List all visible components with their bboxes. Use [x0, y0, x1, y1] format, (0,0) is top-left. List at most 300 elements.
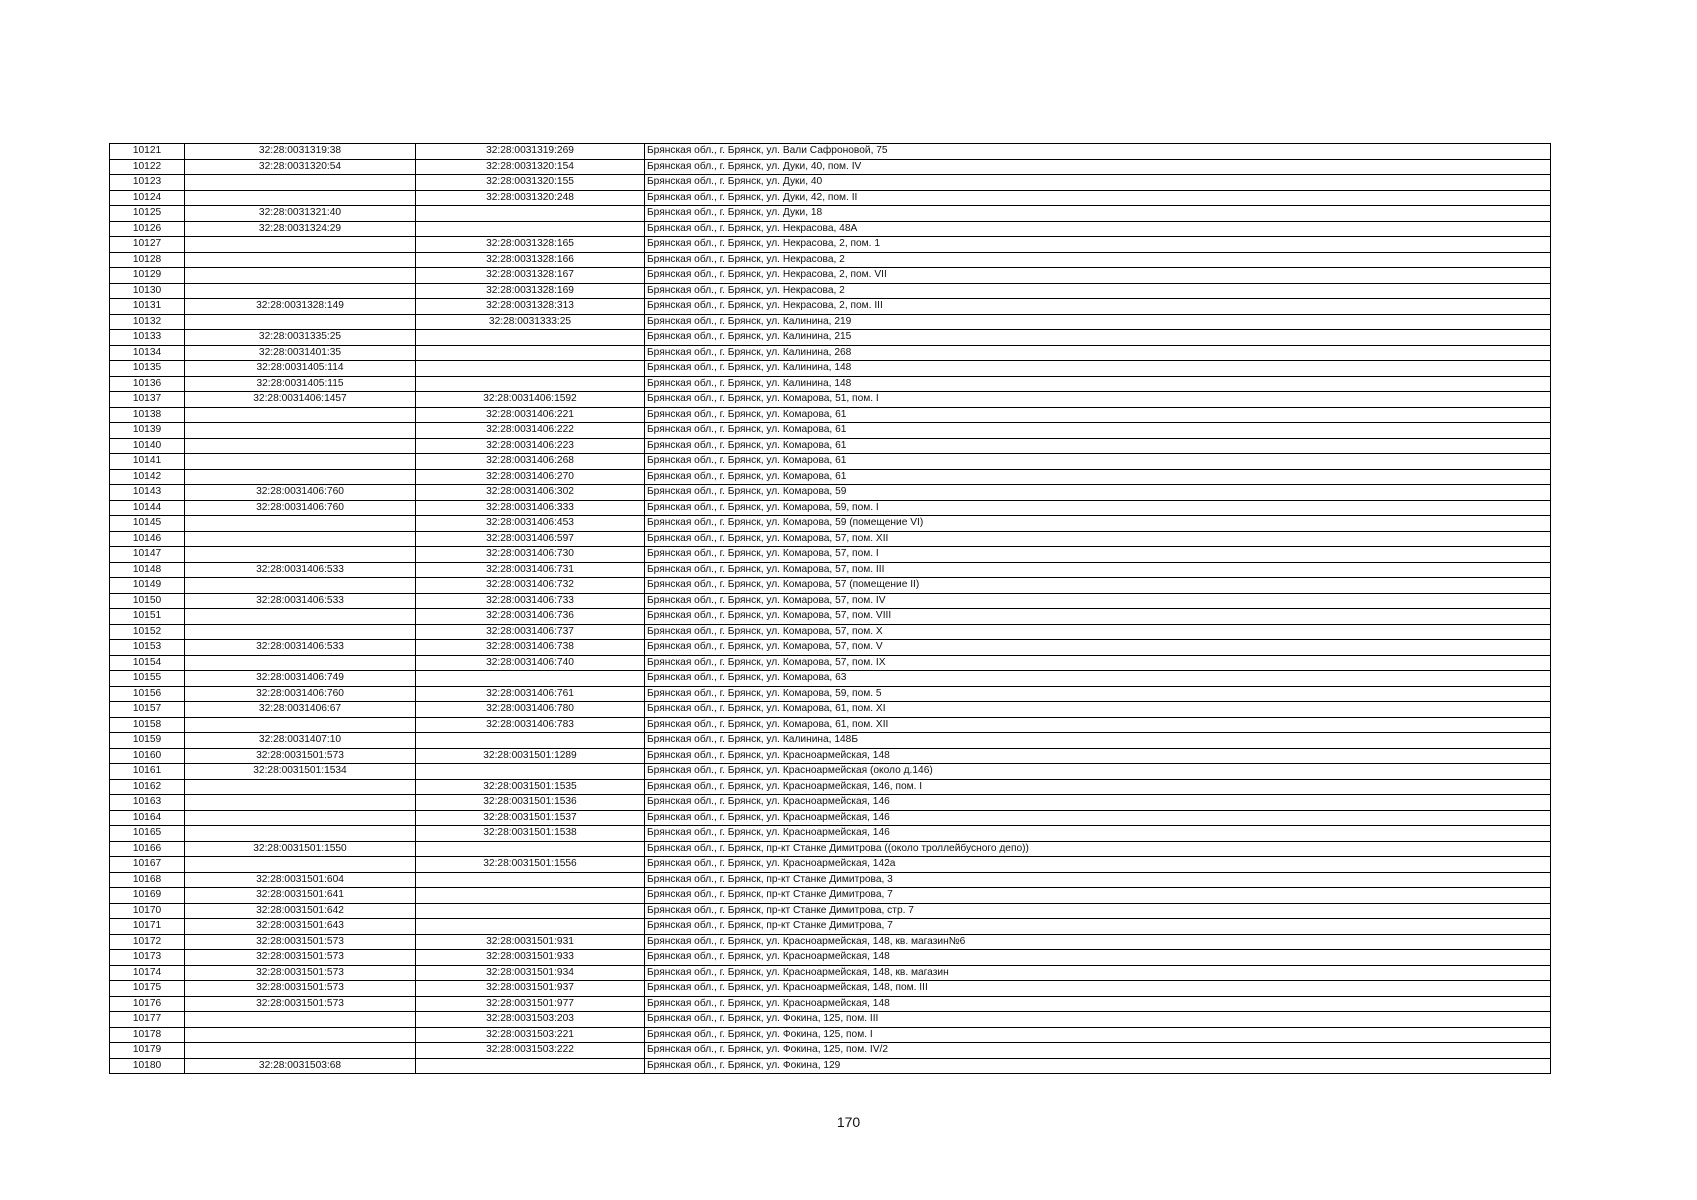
address-cell: Брянская обл., г. Брянск, ул. Некрасова, 48А — [645, 221, 1551, 237]
cadastral-number-cell — [185, 531, 416, 547]
cadastral-number-cell: 32:28:0031501:573 — [185, 996, 416, 1012]
row-number-cell: 10121 — [110, 144, 185, 160]
premises-cadastral-number-cell: 32:28:0031406:222 — [416, 423, 645, 439]
row-number-cell: 10133 — [110, 330, 185, 346]
cadastral-number-cell — [185, 655, 416, 671]
cadastral-number-cell — [185, 283, 416, 299]
row-number-cell: 10162 — [110, 779, 185, 795]
table-row — [110, 609, 1551, 625]
address-cell: Брянская обл., г. Брянск, ул. Калинина, 268 — [645, 345, 1551, 361]
premises-cadastral-number-cell: 32:28:0031328:313 — [416, 299, 645, 315]
registry-table-body — [110, 144, 1551, 1074]
table-row — [110, 919, 1551, 935]
table-row — [110, 779, 1551, 795]
address-cell: Брянская обл., г. Брянск, ул. Вали Сафроновой, 75 — [645, 144, 1551, 160]
address-cell: Брянская обл., г. Брянск, ул. Комарова, 51, пом. I — [645, 392, 1551, 408]
table-row — [110, 392, 1551, 408]
table-row — [110, 500, 1551, 516]
cadastral-number-cell — [185, 175, 416, 191]
cadastral-number-cell: 32:28:0031501:604 — [185, 872, 416, 888]
cadastral-number-cell: 32:28:0031406:533 — [185, 562, 416, 578]
row-number-cell: 10171 — [110, 919, 185, 935]
row-number-cell: 10128 — [110, 252, 185, 268]
row-number-cell: 10136 — [110, 376, 185, 392]
address-cell: Брянская обл., г. Брянск, ул. Комарова, 61 — [645, 407, 1551, 423]
table-row — [110, 190, 1551, 206]
address-cell: Брянская обл., г. Брянск, ул. Калинина, 148Б — [645, 733, 1551, 749]
cadastral-number-cell — [185, 423, 416, 439]
table-row — [110, 965, 1551, 981]
premises-cadastral-number-cell: 32:28:0031406:736 — [416, 609, 645, 625]
table-row — [110, 764, 1551, 780]
address-cell: Брянская обл., г. Брянск, ул. Комарова, 57, пом. III — [645, 562, 1551, 578]
premises-cadastral-number-cell — [416, 330, 645, 346]
premises-cadastral-number-cell — [416, 345, 645, 361]
premises-cadastral-number-cell: 32:28:0031320:248 — [416, 190, 645, 206]
cadastral-number-cell: 32:28:0031501:573 — [185, 965, 416, 981]
row-number-cell: 10156 — [110, 686, 185, 702]
cadastral-number-cell — [185, 1012, 416, 1028]
cadastral-number-cell: 32:28:0031501:642 — [185, 903, 416, 919]
row-number-cell: 10149 — [110, 578, 185, 594]
cadastral-number-cell: 32:28:0031406:533 — [185, 640, 416, 656]
table-row — [110, 810, 1551, 826]
address-cell: Брянская обл., г. Брянск, ул. Дуки, 18 — [645, 206, 1551, 222]
address-cell: Брянская обл., г. Брянск, ул. Красноармейская, 146 — [645, 826, 1551, 842]
address-cell: Брянская обл., г. Брянск, ул. Комарова, 59 (помещение VI) — [645, 516, 1551, 532]
table-row — [110, 407, 1551, 423]
cadastral-number-cell: 32:28:0031320:54 — [185, 159, 416, 175]
address-cell: Брянская обл., г. Брянск, ул. Комарова, 57, пом. X — [645, 624, 1551, 640]
row-number-cell: 10138 — [110, 407, 185, 423]
address-cell: Брянская обл., г. Брянск, ул. Комарова, 61 — [645, 454, 1551, 470]
premises-cadastral-number-cell: 32:28:0031406:333 — [416, 500, 645, 516]
premises-cadastral-number-cell: 32:28:0031503:222 — [416, 1043, 645, 1059]
table-row — [110, 1043, 1551, 1059]
table-row — [110, 671, 1551, 687]
cadastral-number-cell — [185, 190, 416, 206]
row-number-cell: 10142 — [110, 469, 185, 485]
premises-cadastral-number-cell — [416, 764, 645, 780]
address-cell: Брянская обл., г. Брянск, ул. Фокина, 129 — [645, 1058, 1551, 1074]
row-number-cell: 10175 — [110, 981, 185, 997]
premises-cadastral-number-cell — [416, 872, 645, 888]
cadastral-number-cell — [185, 578, 416, 594]
address-cell: Брянская обл., г. Брянск, ул. Красноармейская (около д.146) — [645, 764, 1551, 780]
table-row — [110, 717, 1551, 733]
address-cell: Брянская обл., г. Брянск, ул. Комарова, 57, пом. XII — [645, 531, 1551, 547]
premises-cadastral-number-cell: 32:28:0031320:155 — [416, 175, 645, 191]
address-cell: Брянская обл., г. Брянск, ул. Красноармейская, 142а — [645, 857, 1551, 873]
cadastral-number-cell: 32:28:0031501:573 — [185, 950, 416, 966]
row-number-cell: 10143 — [110, 485, 185, 501]
cadastral-number-cell — [185, 609, 416, 625]
row-number-cell: 10124 — [110, 190, 185, 206]
table-row — [110, 578, 1551, 594]
cadastral-number-cell: 32:28:0031501:641 — [185, 888, 416, 904]
table-row — [110, 857, 1551, 873]
premises-cadastral-number-cell: 32:28:0031406:221 — [416, 407, 645, 423]
address-cell: Брянская обл., г. Брянск, ул. Комарова, 61 — [645, 469, 1551, 485]
premises-cadastral-number-cell: 32:28:0031328:169 — [416, 283, 645, 299]
row-number-cell: 10140 — [110, 438, 185, 454]
premises-cadastral-number-cell — [416, 206, 645, 222]
address-cell: Брянская обл., г. Брянск, ул. Красноармейская, 146, пом. I — [645, 779, 1551, 795]
address-cell: Брянская обл., г. Брянск, ул. Комарова, 57, пом. V — [645, 640, 1551, 656]
address-cell: Брянская обл., г. Брянск, ул. Калинина, 148 — [645, 361, 1551, 377]
table-row — [110, 516, 1551, 532]
address-cell: Брянская обл., г. Брянск, ул. Дуки, 40, пом. IV — [645, 159, 1551, 175]
row-number-cell: 10179 — [110, 1043, 185, 1059]
premises-cadastral-number-cell — [416, 376, 645, 392]
premises-cadastral-number-cell: 32:28:0031406:783 — [416, 717, 645, 733]
table-row — [110, 562, 1551, 578]
address-cell: Брянская обл., г. Брянск, ул. Комарова, 61, пом. XI — [645, 702, 1551, 718]
premises-cadastral-number-cell: 32:28:0031406:737 — [416, 624, 645, 640]
row-number-cell: 10177 — [110, 1012, 185, 1028]
table-row — [110, 376, 1551, 392]
premises-cadastral-number-cell: 32:28:0031406:731 — [416, 562, 645, 578]
table-row — [110, 206, 1551, 222]
address-cell: Брянская обл., г. Брянск, ул. Красноармейская, 148 — [645, 996, 1551, 1012]
address-cell: Брянская обл., г. Брянск, ул. Некрасова, 2 — [645, 283, 1551, 299]
table-row — [110, 981, 1551, 997]
cadastral-number-cell: 32:28:0031328:149 — [185, 299, 416, 315]
premises-cadastral-number-cell: 32:28:0031406:453 — [416, 516, 645, 532]
cadastral-number-cell: 32:28:0031407:10 — [185, 733, 416, 749]
table-row — [110, 314, 1551, 330]
cadastral-number-cell: 32:28:0031335:25 — [185, 330, 416, 346]
row-number-cell: 10131 — [110, 299, 185, 315]
address-cell: Брянская обл., г. Брянск, ул. Калинина, 148 — [645, 376, 1551, 392]
row-number-cell: 10168 — [110, 872, 185, 888]
premises-cadastral-number-cell: 32:28:0031406:223 — [416, 438, 645, 454]
cadastral-number-cell: 32:28:0031406:1457 — [185, 392, 416, 408]
premises-cadastral-number-cell: 32:28:0031406:268 — [416, 454, 645, 470]
address-cell: Брянская обл., г. Брянск, ул. Некрасова, 2, пом. 1 — [645, 237, 1551, 253]
table-row — [110, 795, 1551, 811]
address-cell: Брянская обл., г. Брянск, пр-кт Станке Димитрова, 7 — [645, 888, 1551, 904]
cadastral-number-cell — [185, 1043, 416, 1059]
address-cell: Брянская обл., г. Брянск, ул. Красноармейская, 146 — [645, 810, 1551, 826]
address-cell: Брянская обл., г. Брянск, ул. Некрасова, 2 — [645, 252, 1551, 268]
cadastral-number-cell: 32:28:0031501:573 — [185, 748, 416, 764]
cadastral-number-cell: 32:28:0031319:38 — [185, 144, 416, 160]
address-cell: Брянская обл., г. Брянск, ул. Дуки, 42, пом. II — [645, 190, 1551, 206]
cadastral-number-cell: 32:28:0031501:1550 — [185, 841, 416, 857]
cadastral-number-cell: 32:28:0031501:573 — [185, 934, 416, 950]
address-cell: Брянская обл., г. Брянск, ул. Фокина, 125, пом. III — [645, 1012, 1551, 1028]
premises-cadastral-number-cell: 32:28:0031406:740 — [416, 655, 645, 671]
cadastral-number-cell: 32:28:0031401:35 — [185, 345, 416, 361]
cadastral-number-cell: 32:28:0031321:40 — [185, 206, 416, 222]
premises-cadastral-number-cell: 32:28:0031501:977 — [416, 996, 645, 1012]
address-cell: Брянская обл., г. Брянск, ул. Комарова, 59, пом. I — [645, 500, 1551, 516]
address-cell: Брянская обл., г. Брянск, ул. Красноармейская, 148, кв. магазин№6 — [645, 934, 1551, 950]
row-number-cell: 10125 — [110, 206, 185, 222]
table-row — [110, 361, 1551, 377]
row-number-cell: 10147 — [110, 547, 185, 563]
address-cell: Брянская обл., г. Брянск, ул. Комарова, 57, пом. I — [645, 547, 1551, 563]
premises-cadastral-number-cell: 32:28:0031501:1536 — [416, 795, 645, 811]
row-number-cell: 10145 — [110, 516, 185, 532]
row-number-cell: 10169 — [110, 888, 185, 904]
row-number-cell: 10170 — [110, 903, 185, 919]
cadastral-number-cell — [185, 810, 416, 826]
premises-cadastral-number-cell: 32:28:0031406:1592 — [416, 392, 645, 408]
row-number-cell: 10141 — [110, 454, 185, 470]
cadastral-number-cell: 32:28:0031406:760 — [185, 686, 416, 702]
row-number-cell: 10129 — [110, 268, 185, 284]
cadastral-number-cell — [185, 1027, 416, 1043]
address-cell: Брянская обл., г. Брянск, ул. Комарова, 57, пом. IV — [645, 593, 1551, 609]
table-row — [110, 547, 1551, 563]
address-cell: Брянская обл., г. Брянск, ул. Комарова, 59, пом. 5 — [645, 686, 1551, 702]
table-row — [110, 872, 1551, 888]
address-cell: Брянская обл., г. Брянск, ул. Красноармейская, 148 — [645, 950, 1551, 966]
row-number-cell: 10166 — [110, 841, 185, 857]
registry-table — [109, 143, 1551, 1074]
page-number: 170 — [836, 1114, 861, 1130]
address-cell: Брянская обл., г. Брянск, ул. Некрасова, 2, пом. III — [645, 299, 1551, 315]
row-number-cell: 10153 — [110, 640, 185, 656]
cadastral-number-cell — [185, 252, 416, 268]
cadastral-number-cell — [185, 438, 416, 454]
cadastral-number-cell — [185, 547, 416, 563]
cadastral-number-cell — [185, 826, 416, 842]
table-row — [110, 159, 1551, 175]
premises-cadastral-number-cell: 32:28:0031319:269 — [416, 144, 645, 160]
address-cell: Брянская обл., г. Брянск, ул. Комарова, 61, пом. XII — [645, 717, 1551, 733]
premises-cadastral-number-cell: 32:28:0031406:302 — [416, 485, 645, 501]
cadastral-number-cell — [185, 857, 416, 873]
cadastral-number-cell: 32:28:0031501:1534 — [185, 764, 416, 780]
row-number-cell: 10155 — [110, 671, 185, 687]
cadastral-number-cell — [185, 407, 416, 423]
premises-cadastral-number-cell: 32:28:0031406:270 — [416, 469, 645, 485]
row-number-cell: 10127 — [110, 237, 185, 253]
row-number-cell: 10154 — [110, 655, 185, 671]
table-row — [110, 640, 1551, 656]
address-cell: Брянская обл., г. Брянск, ул. Комарова, 61 — [645, 438, 1551, 454]
address-cell: Брянская обл., г. Брянск, ул. Комарова, 61 — [645, 423, 1551, 439]
cadastral-number-cell — [185, 795, 416, 811]
row-number-cell: 10161 — [110, 764, 185, 780]
row-number-cell: 10122 — [110, 159, 185, 175]
row-number-cell: 10130 — [110, 283, 185, 299]
address-cell: Брянская обл., г. Брянск, пр-кт Станке Димитрова, стр. 7 — [645, 903, 1551, 919]
table-row — [110, 299, 1551, 315]
premises-cadastral-number-cell — [416, 903, 645, 919]
address-cell: Брянская обл., г. Брянск, ул. Калинина, 219 — [645, 314, 1551, 330]
table-row — [110, 330, 1551, 346]
table-row — [110, 841, 1551, 857]
table-row — [110, 283, 1551, 299]
address-cell: Брянская обл., г. Брянск, ул. Красноармейская, 148, пом. III — [645, 981, 1551, 997]
table-row — [110, 903, 1551, 919]
cadastral-number-cell: 32:28:0031406:533 — [185, 593, 416, 609]
cadastral-number-cell — [185, 717, 416, 733]
cadastral-number-cell: 32:28:0031501:643 — [185, 919, 416, 935]
cadastral-number-cell — [185, 314, 416, 330]
address-cell: Брянская обл., г. Брянск, ул. Дуки, 40 — [645, 175, 1551, 191]
address-cell: Брянская обл., г. Брянск, пр-кт Станке Димитрова, 7 — [645, 919, 1551, 935]
row-number-cell: 10132 — [110, 314, 185, 330]
row-number-cell: 10152 — [110, 624, 185, 640]
table-row — [110, 748, 1551, 764]
premises-cadastral-number-cell: 32:28:0031406:780 — [416, 702, 645, 718]
row-number-cell: 10164 — [110, 810, 185, 826]
row-number-cell: 10176 — [110, 996, 185, 1012]
cadastral-number-cell: 32:28:0031405:114 — [185, 361, 416, 377]
premises-cadastral-number-cell — [416, 221, 645, 237]
premises-cadastral-number-cell: 32:28:0031501:934 — [416, 965, 645, 981]
table-row — [110, 1058, 1551, 1074]
address-cell: Брянская обл., г. Брянск, ул. Красноармейская, 146 — [645, 795, 1551, 811]
premises-cadastral-number-cell — [416, 733, 645, 749]
cadastral-number-cell: 32:28:0031406:760 — [185, 485, 416, 501]
premises-cadastral-number-cell: 32:28:0031406:738 — [416, 640, 645, 656]
premises-cadastral-number-cell: 32:28:0031320:154 — [416, 159, 645, 175]
premises-cadastral-number-cell: 32:28:0031406:733 — [416, 593, 645, 609]
cadastral-number-cell — [185, 237, 416, 253]
table-row — [110, 438, 1551, 454]
premises-cadastral-number-cell: 32:28:0031333:25 — [416, 314, 645, 330]
table-row — [110, 531, 1551, 547]
row-number-cell: 10174 — [110, 965, 185, 981]
cadastral-number-cell: 32:28:0031501:573 — [185, 981, 416, 997]
row-number-cell: 10163 — [110, 795, 185, 811]
address-cell: Брянская обл., г. Брянск, ул. Комарова, 57, пом. VIII — [645, 609, 1551, 625]
premises-cadastral-number-cell — [416, 671, 645, 687]
table-row — [110, 593, 1551, 609]
row-number-cell: 10167 — [110, 857, 185, 873]
premises-cadastral-number-cell — [416, 841, 645, 857]
table-row — [110, 423, 1551, 439]
address-cell: Брянская обл., г. Брянск, ул. Красноармейская, 148, кв. магазин — [645, 965, 1551, 981]
address-cell: Брянская обл., г. Брянск, ул. Калинина, 215 — [645, 330, 1551, 346]
premises-cadastral-number-cell: 32:28:0031501:1535 — [416, 779, 645, 795]
table-row — [110, 221, 1551, 237]
premises-cadastral-number-cell: 32:28:0031328:167 — [416, 268, 645, 284]
row-number-cell: 10134 — [110, 345, 185, 361]
row-number-cell: 10173 — [110, 950, 185, 966]
address-cell: Брянская обл., г. Брянск, ул. Некрасова, 2, пом. VII — [645, 268, 1551, 284]
row-number-cell: 10172 — [110, 934, 185, 950]
table-row — [110, 655, 1551, 671]
table-row — [110, 996, 1551, 1012]
cadastral-number-cell: 32:28:0031406:67 — [185, 702, 416, 718]
row-number-cell: 10137 — [110, 392, 185, 408]
premises-cadastral-number-cell: 32:28:0031501:937 — [416, 981, 645, 997]
premises-cadastral-number-cell — [416, 919, 645, 935]
table-row — [110, 624, 1551, 640]
row-number-cell: 10178 — [110, 1027, 185, 1043]
table-row — [110, 888, 1551, 904]
table-row — [110, 485, 1551, 501]
table-row — [110, 144, 1551, 160]
premises-cadastral-number-cell: 32:28:0031406:597 — [416, 531, 645, 547]
row-number-cell: 10158 — [110, 717, 185, 733]
row-number-cell: 10126 — [110, 221, 185, 237]
premises-cadastral-number-cell: 32:28:0031501:1556 — [416, 857, 645, 873]
cadastral-number-cell: 32:28:0031324:29 — [185, 221, 416, 237]
address-cell: Брянская обл., г. Брянск, ул. Комарова, 59 — [645, 485, 1551, 501]
row-number-cell: 10157 — [110, 702, 185, 718]
address-cell: Брянская обл., г. Брянск, пр-кт Станке Димитрова ((около троллейбусного депо)) — [645, 841, 1551, 857]
premises-cadastral-number-cell: 32:28:0031503:221 — [416, 1027, 645, 1043]
cadastral-number-cell: 32:28:0031406:749 — [185, 671, 416, 687]
premises-cadastral-number-cell: 32:28:0031406:732 — [416, 578, 645, 594]
cadastral-number-cell: 32:28:0031503:68 — [185, 1058, 416, 1074]
address-cell: Брянская обл., г. Брянск, ул. Красноармейская, 148 — [645, 748, 1551, 764]
cadastral-number-cell — [185, 624, 416, 640]
premises-cadastral-number-cell: 32:28:0031501:1537 — [416, 810, 645, 826]
premises-cadastral-number-cell: 32:28:0031406:730 — [416, 547, 645, 563]
address-cell: Брянская обл., г. Брянск, ул. Фокина, 125, пом. I — [645, 1027, 1551, 1043]
premises-cadastral-number-cell: 32:28:0031406:761 — [416, 686, 645, 702]
table-row — [110, 1027, 1551, 1043]
row-number-cell: 10151 — [110, 609, 185, 625]
row-number-cell: 10135 — [110, 361, 185, 377]
table-row — [110, 733, 1551, 749]
table-row — [110, 268, 1551, 284]
premises-cadastral-number-cell — [416, 1058, 645, 1074]
premises-cadastral-number-cell: 32:28:0031503:203 — [416, 1012, 645, 1028]
table-row — [110, 175, 1551, 191]
row-number-cell: 10144 — [110, 500, 185, 516]
cadastral-number-cell — [185, 516, 416, 532]
cadastral-number-cell — [185, 268, 416, 284]
premises-cadastral-number-cell: 32:28:0031501:933 — [416, 950, 645, 966]
table-row — [110, 469, 1551, 485]
row-number-cell: 10159 — [110, 733, 185, 749]
table-row — [110, 454, 1551, 470]
address-cell: Брянская обл., г. Брянск, пр-кт Станке Димитрова, 3 — [645, 872, 1551, 888]
premises-cadastral-number-cell — [416, 888, 645, 904]
row-number-cell: 10139 — [110, 423, 185, 439]
row-number-cell: 10180 — [110, 1058, 185, 1074]
row-number-cell: 10146 — [110, 531, 185, 547]
premises-cadastral-number-cell: 32:28:0031501:1538 — [416, 826, 645, 842]
cadastral-number-cell — [185, 779, 416, 795]
table-row — [110, 950, 1551, 966]
address-cell: Брянская обл., г. Брянск, ул. Комарова, 57 (помещение II) — [645, 578, 1551, 594]
cadastral-number-cell — [185, 454, 416, 470]
row-number-cell: 10165 — [110, 826, 185, 842]
premises-cadastral-number-cell: 32:28:0031501:1289 — [416, 748, 645, 764]
row-number-cell: 10148 — [110, 562, 185, 578]
address-cell: Брянская обл., г. Брянск, ул. Комарова, 57, пом. IX — [645, 655, 1551, 671]
row-number-cell: 10160 — [110, 748, 185, 764]
premises-cadastral-number-cell: 32:28:0031328:165 — [416, 237, 645, 253]
premises-cadastral-number-cell: 32:28:0031501:931 — [416, 934, 645, 950]
table-row — [110, 252, 1551, 268]
address-cell: Брянская обл., г. Брянск, ул. Комарова, 63 — [645, 671, 1551, 687]
row-number-cell: 10150 — [110, 593, 185, 609]
table-row — [110, 237, 1551, 253]
table-row — [110, 686, 1551, 702]
table-row — [110, 826, 1551, 842]
cadastral-number-cell: 32:28:0031405:115 — [185, 376, 416, 392]
table-row — [110, 702, 1551, 718]
table-row — [110, 934, 1551, 950]
premises-cadastral-number-cell — [416, 361, 645, 377]
cadastral-number-cell — [185, 469, 416, 485]
premises-cadastral-number-cell: 32:28:0031328:166 — [416, 252, 645, 268]
table-row — [110, 1012, 1551, 1028]
cadastral-number-cell: 32:28:0031406:760 — [185, 500, 416, 516]
